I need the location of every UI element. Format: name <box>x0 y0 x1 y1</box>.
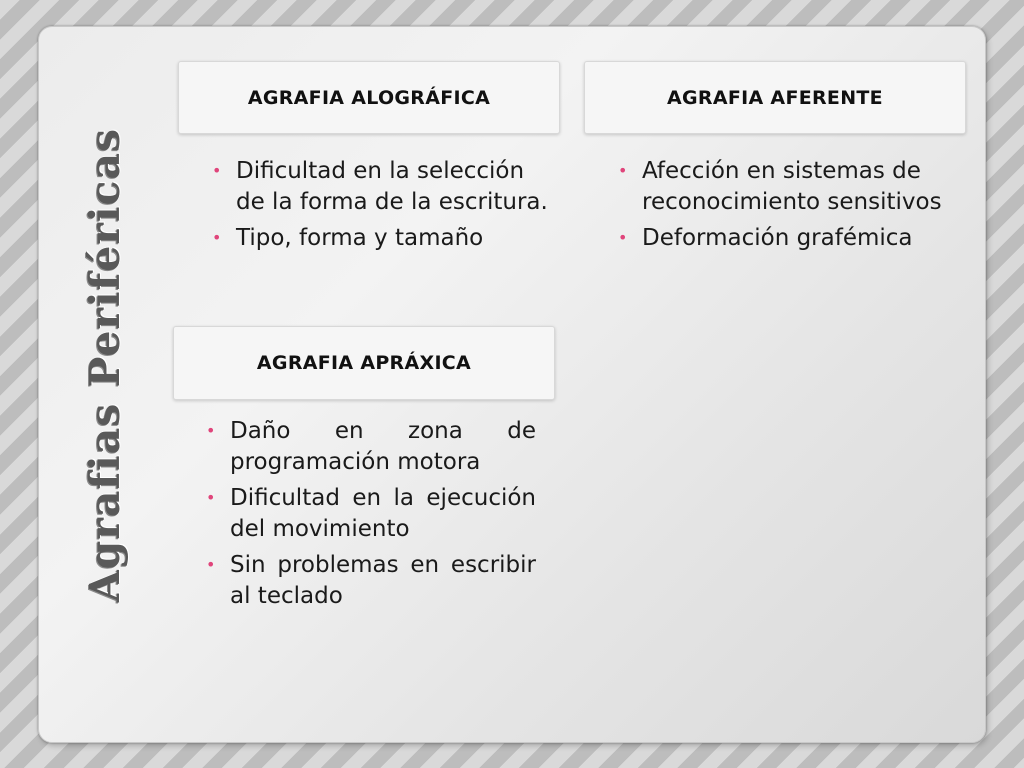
list-item-text: Deformación grafémica <box>642 225 913 251</box>
list-item-text: Dificultad en la ejecución del movimiento <box>230 485 536 542</box>
section-header-alografica <box>178 61 560 134</box>
bullet-icon: • <box>212 161 222 180</box>
bullet-icon: • <box>212 228 222 247</box>
bullet-icon: • <box>618 161 628 180</box>
section-title-alografica: AGRAFIA ALOGRÁFICA <box>247 86 491 109</box>
bullet-icon: • <box>618 228 628 247</box>
bullet-list-apraxica <box>200 416 536 617</box>
list-item <box>206 223 558 254</box>
list-item-text: Daño en zona de programación motora <box>230 418 536 475</box>
bullet-icon: • <box>206 555 216 574</box>
bullet-list-aferente <box>612 156 964 260</box>
bullet-icon: • <box>206 421 216 440</box>
bullet-icon: • <box>206 488 216 507</box>
slide-title: Agrafias Periféricas <box>81 127 129 603</box>
bullet-list-alografica <box>206 156 558 260</box>
list-item-text: Dificultad en la selección de la forma de la escritura. <box>236 158 548 215</box>
list-item <box>612 156 964 217</box>
section-title-aferente: AGRAFIA AFERENTE <box>667 86 883 109</box>
list-item <box>612 223 964 254</box>
list-item-text: Tipo, forma y tamaño <box>236 225 484 251</box>
list-item <box>206 156 558 217</box>
list-item <box>200 483 536 544</box>
section-title-apraxica: AGRAFIA APRÁXICA <box>256 352 472 374</box>
list-item-text: Sin problemas en escribir al teclado <box>230 552 536 609</box>
section-header-aferente <box>584 61 966 134</box>
list-item <box>200 550 536 611</box>
list-item <box>200 416 536 477</box>
section-header-apraxica <box>173 326 555 400</box>
list-item-text: Afección en sistemas de reconocimiento sensitivos <box>642 158 942 215</box>
